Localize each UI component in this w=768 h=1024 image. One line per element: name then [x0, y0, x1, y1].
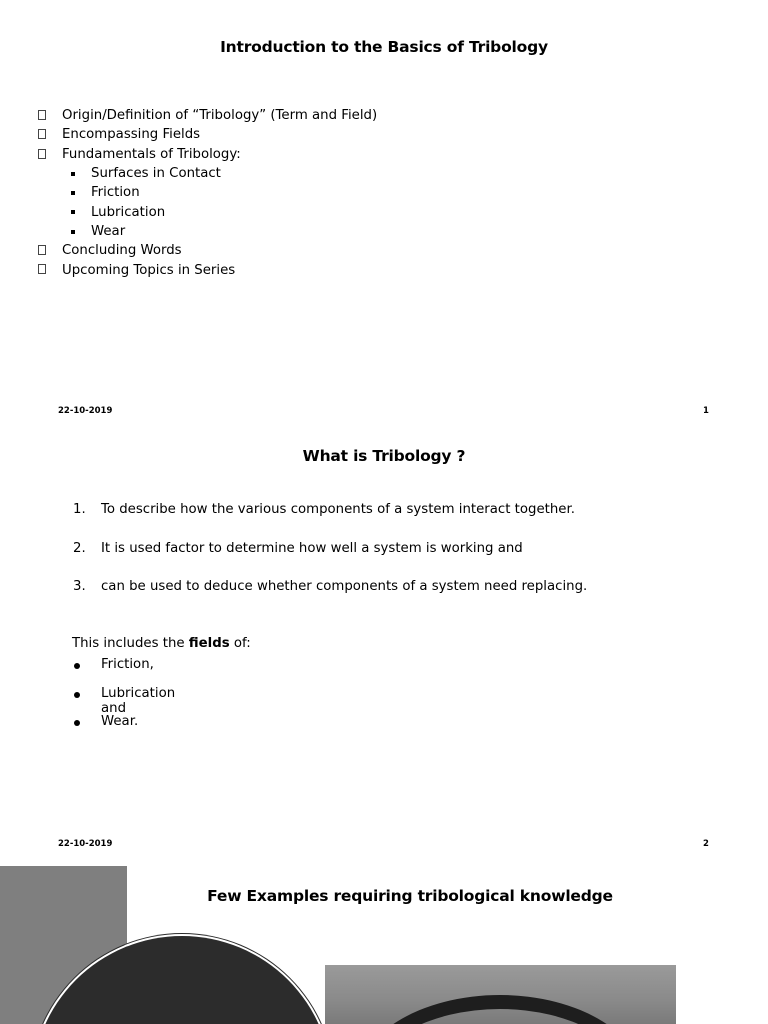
list-item: Origin/Definition of “Tribology” (Term and Field) — [38, 106, 377, 125]
page-number: 2 — [703, 839, 709, 849]
sub-list-item: Friction — [38, 183, 377, 202]
slide-title: Few Examples requiring tribological knowledge — [207, 887, 613, 905]
slide-date: 22-10-2019 — [58, 839, 113, 849]
bearing-ring-shape — [355, 995, 645, 1024]
square-bullet-icon — [71, 230, 75, 234]
checkbox-bullet-icon — [38, 149, 46, 159]
sub-list-item: Surfaces in Contact — [38, 164, 377, 183]
slide-3 — [0, 864, 768, 1024]
square-bullet-icon — [71, 210, 75, 214]
slide-2: What is Tribology ? 1. To describe how the various components of a system interact together. 2. It is used factor to determine how well a system is working and 3. can be used to deduce whether components of a system need replacing. This includes the fields of: Friction, Lubrication and Wear. 22-10-2019 2 — [0, 432, 768, 864]
list-item: Fundamentals of Tribology: — [38, 145, 377, 164]
intro-text: This includes the fields of: — [72, 636, 251, 651]
list-item: Concluding Words — [38, 241, 377, 260]
outline-list — [38, 106, 377, 280]
bullet-dot-icon — [74, 692, 80, 698]
page-number: 1 — [703, 406, 709, 416]
slide-1 — [0, 0, 768, 432]
checkbox-bullet-icon — [38, 129, 46, 139]
slide-date: 22-10-2019 — [58, 406, 113, 416]
slide-title: What is Tribology ? — [302, 447, 466, 465]
checkbox-bullet-icon — [38, 245, 46, 255]
sub-list-item: Lubrication — [38, 202, 377, 221]
square-bullet-icon — [71, 191, 75, 195]
bullet-dot-icon — [74, 663, 80, 669]
list-item: Upcoming Topics in Series — [38, 260, 377, 279]
bullet-dot-icon — [74, 720, 80, 726]
square-bullet-icon — [71, 172, 75, 176]
sub-list-item: Wear — [38, 222, 377, 241]
slide-title: Introduction to the Basics of Tribology — [220, 38, 548, 56]
list-item: Encompassing Fields — [38, 125, 377, 144]
checkbox-bullet-icon — [38, 110, 46, 120]
bearing-photo — [325, 965, 676, 1024]
checkbox-bullet-icon — [38, 264, 46, 274]
